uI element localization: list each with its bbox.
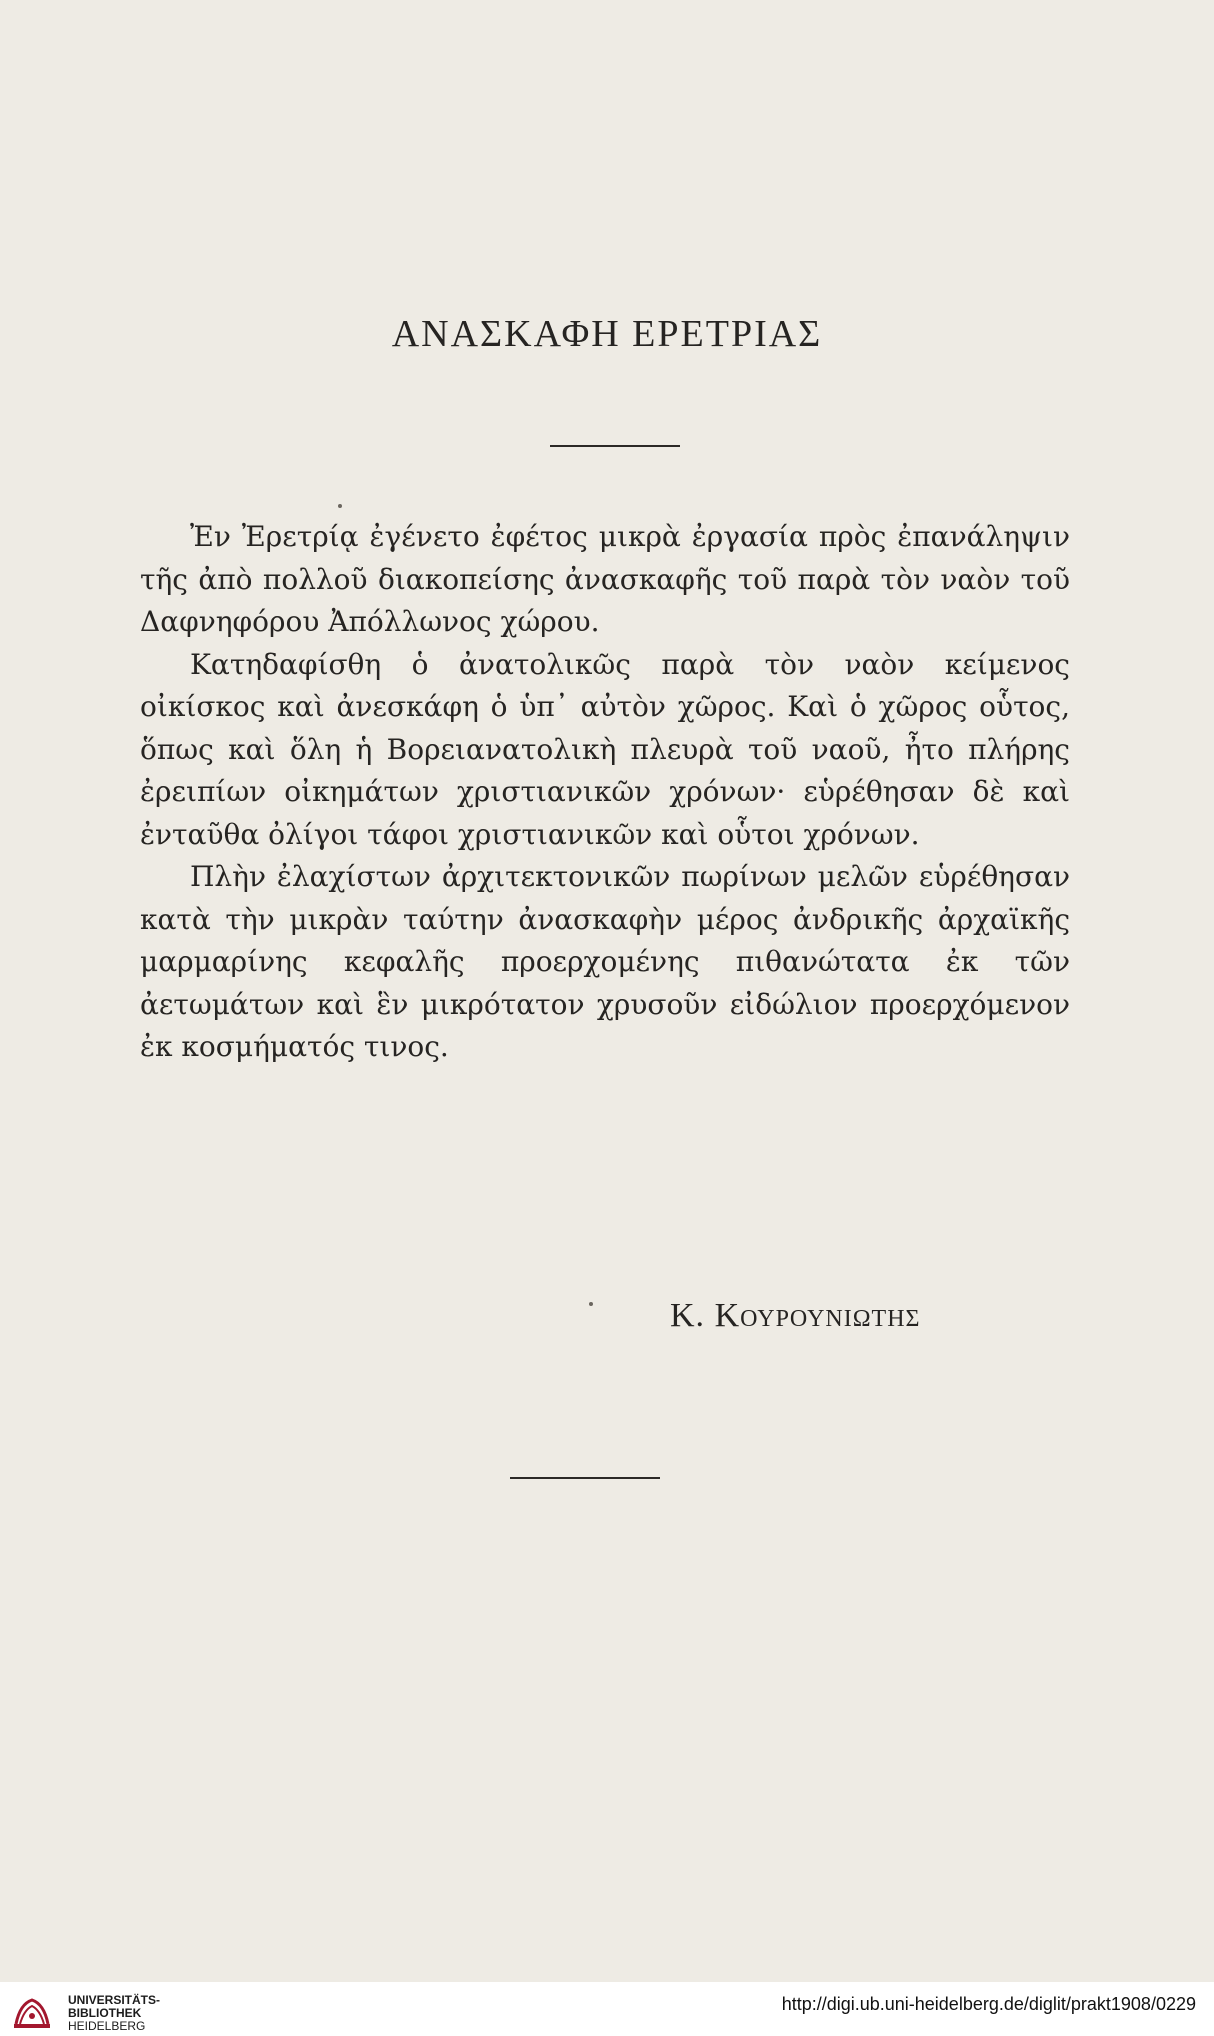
signature-name: Κουρουνιωτης [714, 1297, 921, 1334]
logo-line-3: HEIDELBERG [68, 2019, 146, 2033]
article-body [140, 516, 1070, 1069]
logo-line-2: BIBLIOTHEK [68, 2006, 142, 2020]
print-speck [589, 1302, 593, 1306]
paragraph-3: Πλὴν ἐλαχίστων ἀρχιτεκτονικῶν πωρίνων μελῶν εὑρέθησαν κατὰ τὴν μικρὰν ταύτην ἀνασκαφὴν μέρος ἀνδρικῆς ἀρχαϊκῆς μαρμαρίνης κεφαλῆς προερχομένης πιθανώτατα ἐκ τῶν ἀετωμάτων καὶ ἓν μικρότατον χρυσοῦν εἰδώλιον προερχόμενον ἐκ κοσμήματός τινος. [140, 860, 1070, 1063]
signature-initial: Κ. [670, 1297, 706, 1334]
page-title: ΑΝΑΣΚΑΦΗ ΕΡΕΤΡΙΑΣ [391, 313, 823, 355]
source-url-link[interactable]: http://digi.ub.uni-heidelberg.de/diglit/prakt1908/0229 [781, 1994, 1196, 2014]
title-divider [550, 445, 680, 447]
paragraph-2: Κατηδαφίσθη ὁ ἀνατολικῶς παρὰ τὸν ναὸν κείμενος οἰκίσκος καὶ ἀνεσκάφη ὁ ὑπ᾽ αὐτὸν χῶρος. Καὶ ὁ χῶρος οὗτος, ὅπως καὶ ὅλη ἡ Βορειανατολικὴ πλευρὰ τοῦ ναοῦ, ἦτο πλήρης ἐρειπίων οἰκημάτων χριστιανικῶν χρόνων· εὑρέθησαν δὲ καὶ ἐνταῦθα ὀλίγοι τάφοι χριστιανικῶν καὶ οὗτοι χρόνων. [140, 647, 1070, 851]
closing-divider [510, 1477, 660, 1479]
print-speck [338, 504, 342, 508]
digitization-footer [0, 1982, 1214, 2036]
logo-line-1: UNIVERSITÄTS- [68, 1993, 161, 2007]
paragraph-1: Ἐν Ἐρετρίᾳ ἐγένετο ἐφέτος μικρὰ ἐργασία πρὸς ἐπανάληψιν τῆς ἀπὸ πολλοῦ διακοπείσης ἀνασκαφῆς τοῦ παρὰ τὸν ναὸν τοῦ Δαφνηφόρου Ἀπόλλωνος χώρου. [140, 520, 1070, 638]
university-seal-icon [10, 1994, 54, 2034]
author-signature [670, 1297, 921, 1335]
library-logo-text [68, 1994, 160, 2033]
